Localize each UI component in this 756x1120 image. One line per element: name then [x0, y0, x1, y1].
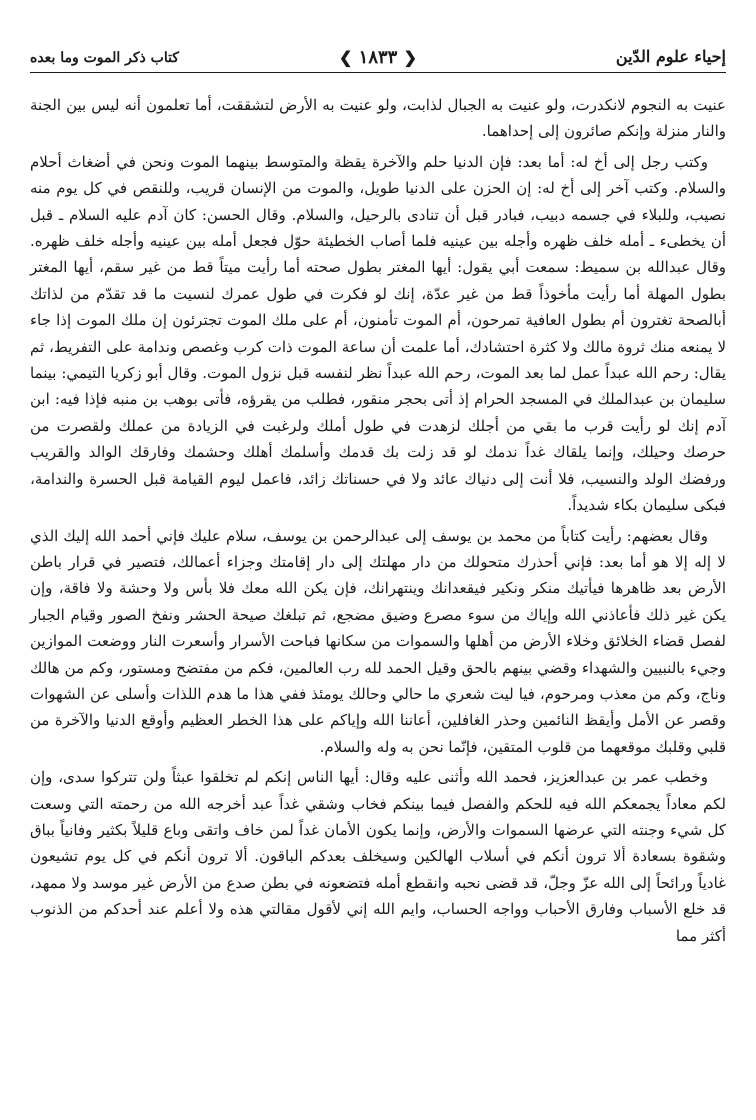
body-text [30, 92, 726, 1112]
paragraph: وقال بعضهم: رأيت كتاباً من محمد بن يوسف إلى عبدالرحمن بن يوسف، سلام عليك فإني أحمد الله إليك الذي لا إله إلا هو أما بعد: فإني أحذرك متحولك من دار مهلتك إلى دار إقامتك وجزاء أعمالك، فتصير في قرار باطن الأرض بعد ظاهرها فيأتيك منكر ونكير فيقعدانك وينتهرانك، فإن يكن الله معك فلا بأس ولا وحشة ولا فاقة، وإن يكن غير ذلك فأعاذني الله وإياك من سوء مصرع وضيق مضجع، ثم تبلغك صيحة الحشر ونفخ الصور وقيام الجبار لفصل قضاء الخلائق وخلاء الأرض من أهلها والسموات من سكانها فباحت الأسرار وأسعرت النار ووضعت الموازين وجيء بالنبيين والشهداء وقضي بينهم بالحق وقيل الحمد لله رب العالمين، فكم من مفتضح ومستور، وكم من هالك وناج، وكم من معذب ومرحوم، فيا ليت شعري ما حالي وحالك يومئذ ففي هذا ما هدم اللذات وأسلى عن الشهوات وقصر عن الأمل وأيقظ النائمين وحذر الغافلين، أعاننا الله وإياكم على هذا الخطر العظيم وأوقع الدنيا والآخرة من قلبي وقلبك موقعهما من قلوب المتقين، فإنّما نحن به وله والسلام. [30, 526, 726, 756]
right-ornament-icon: ❯ [403, 48, 418, 67]
book-title: إحياء علوم الدّين [615, 47, 726, 66]
paragraph: وكتب رجل إلى أخ له: أما بعد: فإن الدنيا حلم والآخرة يقظة والمتوسط بينهما الموت ونحن في أضغاث أحلام والسلام. وكتب آخر إلى أخ له: إن الحزن على الدنيا طويل، والموت من الإنسان قريب، وللنقص في كل يوم منه نصيب، وللبلاء في جسمه دبيب، فبادر قبل أن تنادى بالرحيل، والسلام. وقال الحسن: كان آدم عليه السلام ـ قبل أن يخطىء ـ أمله خلف ظهره وأجله بين عينيه فلما أصاب الخطيئة حوّل فجعل أمله بين عينيه وأجله خلف ظهره. وقال عبدالله بن سميط: سمعت أبي يقول: أيها المغتر بطول صحته أما رأيت ميتاً قط من غير سقم، أيها المغتر بطول المهلة أما رأيت مأخوذاً قط من غير عدّة، إنك لو فكرت في طول عمرك لنسيت ما قد تقدّم من لذاتك أبالصحة تغترون أم بطول العافية تمرحون، أم الموت تأمنون، أم على ملك الموت تجترئون إن ملك الموت إذا جاء لا يمنعه منك ثروة مالك ولا كثرة احتشادك، أما علمت أن ساعة الموت ذات كرب وغصص وندامة على التفريط، ثم يقال: رحم الله عبداً عمل لما بعد الموت، رحم الله عبداً نظر لنفسه قبل نزول الموت. وقال أبو زكريا التيمي: بينما سليمان بن عبدالملك في المسجد الحرام إذ أتى بحجر منقور، فطلب من يقرؤه، فأتى بوهب بن منبه فإذا فيه: ابن آدم إنك لو رأيت قرب ما بقي من أجلك لزهدت في طول أملك ولرغبت في الزيادة من عملك ولقصرت من حرصك وحيلك، وإنما يلقاك غداً ندمك لو قد زلت بك قدمك وأسلمك أهلك وحشمك وفارقك الوالد والقريب ورفضك الولد والنسيب، فلا أنت إلى دنياك عائد ولا في حسناتك زائد، فاعمل ليوم القيامة قبل الحسرة والندامة، فبكى سليمان بكاء شديداً. [30, 152, 727, 515]
page-number-group [339, 47, 417, 68]
page-number: ١٨٣٣ [358, 47, 398, 68]
paragraph: وخطب عمر بن عبدالعزيز، فحمد الله وأثنى عليه وقال: أيها الناس إنكم لم تخلقوا عبثاً ولن تتركوا سدى، وإن لكم معاداً يجمعكم الله فيه للحكم والفصل فيما بينكم فخاب وشقي غداً عبد أخرجه الله من رحمته التي وسعت كل شيء وجنته التي عرضها السموات والأرض، وإنما يكون الأمان غداً لمن خاف واتقى وباع قليلاً بكثير وفانياً بباق وشقوة بسعادة ألا ترون أنكم في أسلاب الهالكين وسيخلف بعدكم الباقون. ألا ترون أنكم في كل يوم تشيعون غادياً ورائحاً إلى الله عزّ وجلّ، قد قضى نحبه وانقطع أمله فتضعونه في بطن صدع من الأرض غير موسد ولا ممهد، قد خلع الأسباب وفارق الأحباب وواجه الحساب، وايم الله إني لأقول مقالتي هذه ولا أعلم عند أحدكم من الذنوب أكثر مما [30, 768, 726, 945]
chapter-title: كتاب ذكر الموت وما بعده [30, 50, 179, 66]
paragraph: عنيت به النجوم لانكدرت، ولو عنيت به الجبال لذابت، ولو عنيت به الأرض لتشققت، أما تعلمون أنه ليس بين الجنة والنار منزلة وإنكم صائرون إلى إحداهما. [30, 96, 726, 141]
left-ornament-icon: ❮ [338, 48, 353, 67]
running-header [30, 38, 726, 73]
